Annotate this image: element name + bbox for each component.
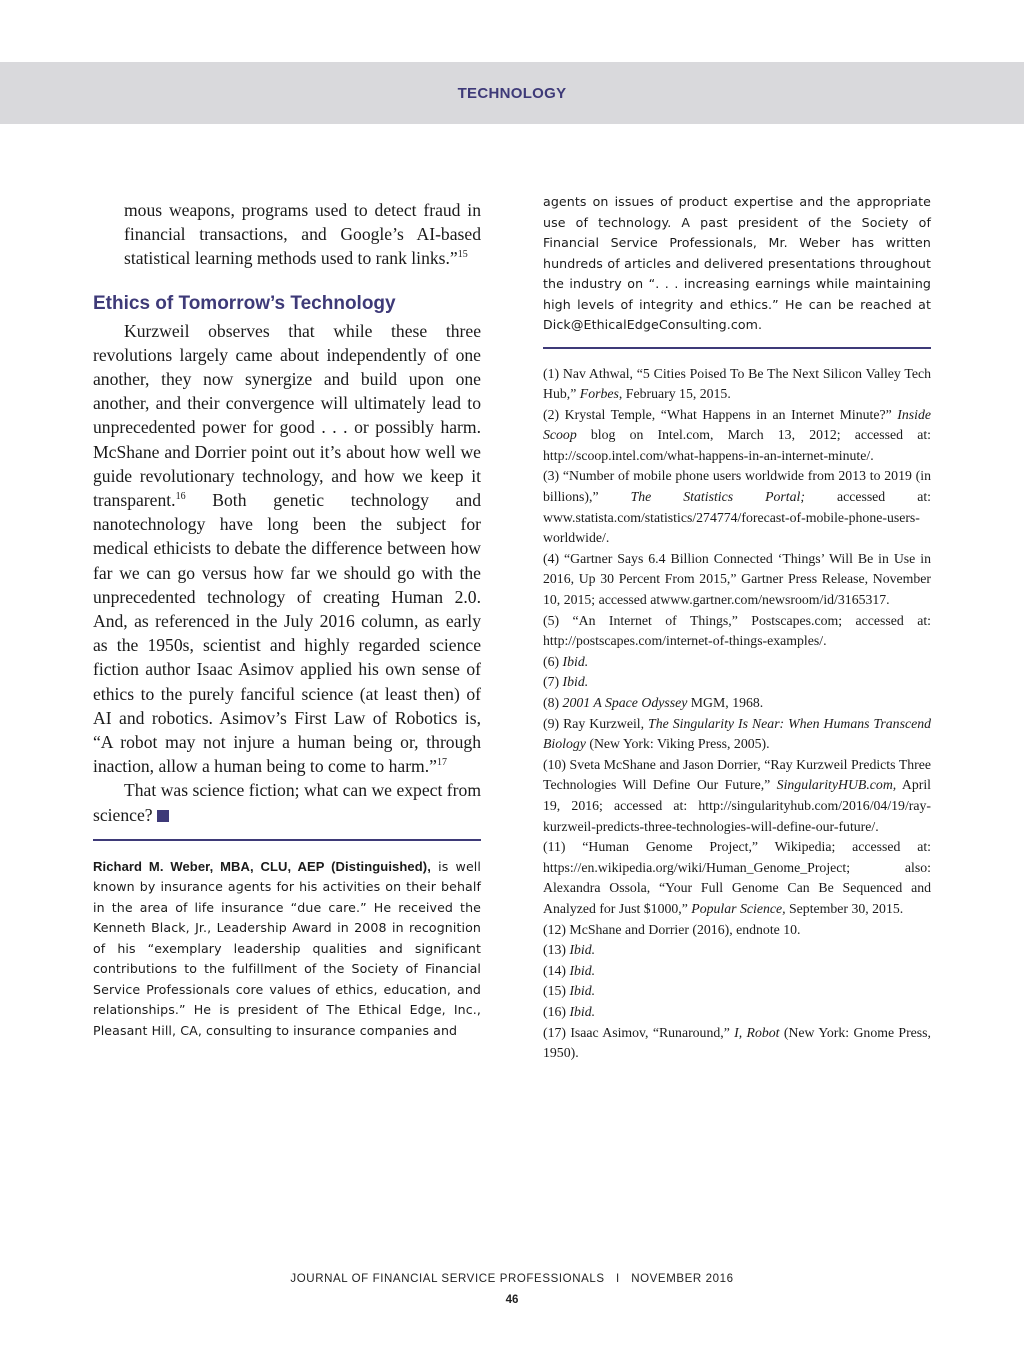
author-name: Richard M. Weber, MBA, CLU, AEP (Distinguished), [93,858,431,874]
page-number: 46 [505,1294,519,1306]
endnote-text: (4) “Gartner Says 6.4 Billion Connected ‘Things’ Will Be in Use in 2016, Up 30 Percent From 2015,” Gartner Press Release, November 10, 2015; accessed atwww.gartner.com/newsroom/id/3165317. [543,550,931,608]
endnote-text: (16) [543,1003,570,1019]
bio-divider [93,839,481,841]
endnote-text: (New York: Viking Press, 2005). [585,736,770,752]
body-paragraph [93,319,481,779]
article-body [93,198,481,271]
endnote-italic: Ibid. [569,942,596,958]
endnote-italic: Forbes [579,386,619,402]
endnote-item [543,611,931,652]
endnote-italic: I, Robot [734,1024,780,1040]
endnote-text: (10) Sveta McShane and Jason Dorrier, “Ray Kurzweil Predicts Three Technologies Will Define Our Future,” [543,756,931,793]
footnote-ref-16: 16 [175,491,186,503]
endnote-text: (14) [543,962,570,978]
article-body-continued [93,319,481,827]
endnote-item [543,1023,931,1064]
endnote-text: (15) [543,983,570,999]
endnote-item [543,693,931,714]
closing-paragraph [93,778,481,826]
endnote-item [543,1002,931,1023]
endnote-text: September 30, 2015. [785,900,904,916]
endnote-item [543,466,931,548]
endnote-item [543,714,931,755]
endnote-text: accessed at: www.statista.com/statistics/274774/forecast-of-mobile-phone-users-worldwide/. [543,489,931,546]
end-mark-icon [157,810,169,822]
paragraph-text: Kurzweil observes that while these three revolutions largely came about independently of one another, they now synergize and build upon one another, and their convergence will ultimately lead to unprecedented power for good . . . or possibly harm. McShane and Dorrier point out it’s about how well we guide revolutionary technology, and how we keep it transparent. [93,320,481,511]
endnote-text: (13) [543,942,570,958]
lead-in-paragraph [93,198,481,271]
endnote-item [543,837,931,919]
endnote-text: April 19, 2016; accessed at: http://singularityhub.com/2016/04/19/ray-kurzweil-predicts-three-technologies-will-define-our-future/. [543,777,931,834]
endnote-text: (11) “Human Genome Project,” Wikipedia; accessed at: https://en.wikipedia.org/wiki/Human_Genome_Project; also: Alexandra Ossola, “Your Full Genome Can Be Sequenced and Analyzed for Just $1000,” [543,839,931,916]
endnote-item [543,405,931,467]
endnotes-list [543,364,931,1064]
author-bio-continued [543,192,931,336]
paragraph-text: Both genetic technology and nanotechnology have long been the subject for medical ethicists to debate the difference between how far we can go versus how far we should go with the unprecedented technology of creating Human 2.0. And, as referenced in the July 2016 column, as early as the 1950s, scientist and highly regarded science fiction author Isaac Asimov applied his own sense of ethics to the purely fanciful science (at least then) of AI and robotics. Asimov’s First Law of Robotics is, “A robot may not injure a human being or, through inaction, allow a human being to come to harm.” [93,490,481,777]
endnote-text: (1) Nav Athwal, “5 Cities Poised To Be The Next Silicon Valley Tech Hub,” [543,365,931,402]
endnote-italic: Inside Scoop [543,406,931,443]
endnote-text: (17) Isaac Asimov, “Runaround,” [543,1024,735,1040]
footnote-ref-15: 15 [457,249,468,261]
journal-footer: JOURNAL OF FINANCIAL SERVICE PROFESSIONALS I NOVEMBER 2016 [290,1273,734,1285]
endnote-text: (8) [543,695,563,710]
endnote-text: , February 15, 2015. [618,386,731,402]
endnote-text: (6) [543,653,563,669]
footnote-ref-17: 17 [436,757,447,769]
left-column [93,198,481,1041]
section-heading: Ethics of Tomorrow’s Technology [93,292,396,314]
endnote-text: (5) “An Internet of Things,” Postscapes.com; accessed at: http://postscapes.com/internet-of-things-examples/. [543,612,931,649]
endnote-text: (New York: Gnome Press, 1950). [543,1024,931,1061]
endnote-italic: 2001 A Space Odyssey [562,695,688,710]
endnote-text: (7) [543,674,563,690]
bio-text: is well known by insurance agents for his activities on their behalf in the area of life insurance “due care.” He received the Kenneth Black, Jr., Leadership Award in 2008 in recognition of his “exemplary leadership qualities and significant contributions to the fulfillment of the Society of Financial Service Professionals core values of ethics, education, and relationships.” He is president of The Ethical Edge, Inc., Pleasant Hill, CA, consulting to insurance companies and [93,858,481,1038]
endnote-italic: The Singularity Is Near: When Humans Transcend Biology [543,715,931,752]
right-column [543,194,931,1064]
endnote-item [543,652,931,673]
endnote-text: (12) McShane and Dorrier (2016), endnote 10. [543,921,801,937]
bio-continued-text: agents on issues of product expertise and the appropriate use of technology. A past president of the Society of Financial Service Professionals, Mr. Weber has written hundreds of articles and delivered presentations throughout the industry on “. . . increasing earnings while maintaining high levels of integrity and ethics.” He can be reached at Dick@EthicalEdgeConsulting.com. [543,194,931,332]
section-header-band [0,62,1024,124]
lead-in-text: mous weapons, programs used to detect fraud in financial transactions, and Google’s AI-based statistical learning methods used to rank links.” [124,200,481,269]
endnote-italic: Ibid. [569,1003,596,1019]
endnote-item [543,364,931,405]
notes-divider [543,347,931,349]
section-title: TECHNOLOGY [457,85,567,102]
paragraph-text: That was science fiction; what can we expect from science? [93,780,481,825]
endnote-item [543,981,931,1002]
endnote-italic: Ibid. [562,674,589,690]
endnote-item [543,920,931,941]
endnote-text: blog on Intel.com, March 13, 2012; accessed at: http://scoop.intel.com/what-happens-in-an-internet-minute/. [543,427,931,463]
endnote-text: (3) “Number of mobile phone users worldwide from 2013 to 2019 (in billions),” [543,468,931,505]
endnote-item [543,755,931,837]
endnote-item [543,940,931,961]
endnote-item [543,672,931,693]
endnote-text: (2) Krystal Temple, “What Happens in an Internet Minute?” [543,406,898,422]
endnote-item [543,549,931,611]
endnote-item [543,961,931,982]
endnote-italic: The Statistics Portal; [630,489,805,505]
endnote-italic: SingularityHUB.com, [776,777,897,793]
endnote-italic: Popular Science, [691,900,786,916]
endnote-italic: Ibid. [569,962,596,978]
endnote-italic: Ibid. [569,983,596,999]
author-bio [93,857,481,1042]
endnote-text: (9) Ray Kurzweil, [543,715,649,731]
endnote-text: MGM, 1968. [687,695,764,710]
endnote-italic: Ibid. [562,653,589,669]
